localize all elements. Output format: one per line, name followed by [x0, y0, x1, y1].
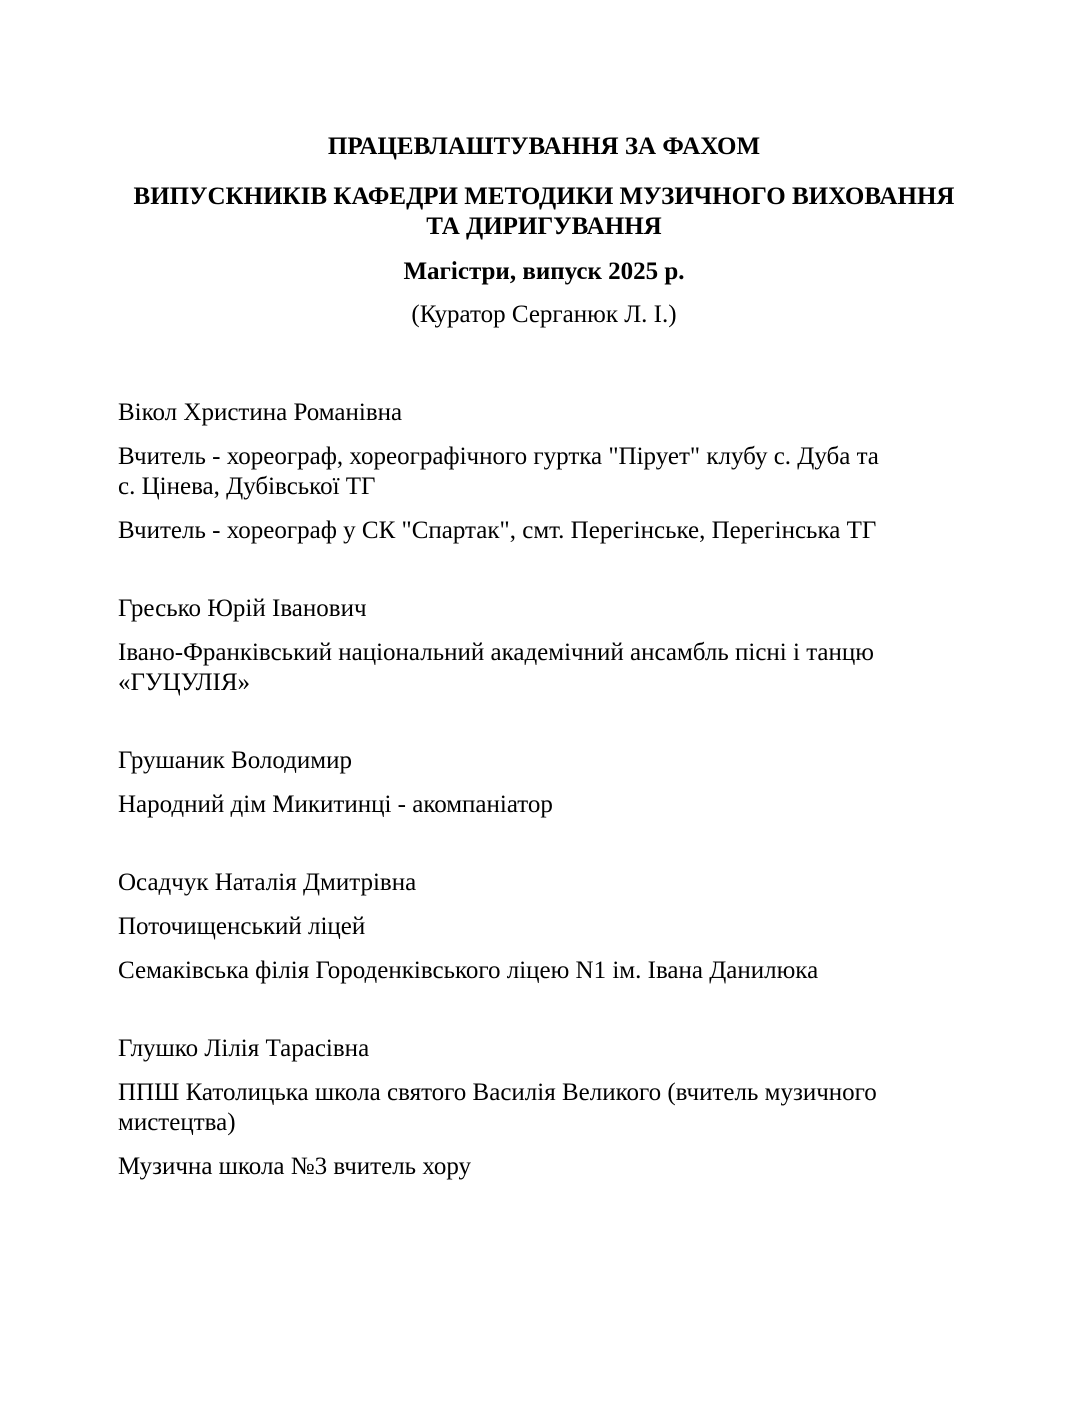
graduate-block: [118, 594, 970, 698]
curator-line: (Куратор Серганюк Л. І.): [411, 301, 677, 328]
position-text-line: Народний дім Микитинці - акомпаніатор: [118, 791, 553, 818]
document-header: [118, 132, 970, 330]
graduate-position: [118, 1152, 970, 1182]
graduate-position: [118, 912, 970, 942]
position-text-line: Івано-Франківський національний академічний ансамбль пісні і танцю: [118, 639, 874, 666]
position-text-line: Вчитель - хореограф у СК "Спартак", смт. Перегінське, Перегінська ТГ: [118, 517, 877, 544]
document-title: ПРАЦЕВЛАШТУВАННЯ ЗА ФАХОМ: [327, 133, 761, 160]
graduate-position: [118, 638, 970, 698]
position-text-line: Вчитель - хореограф, хореографічного гуртка "Пірует" клубу с. Дуба та: [118, 443, 879, 470]
position-text-line: «ГУЦУЛІЯ»: [118, 669, 251, 696]
graduate-name: Осадчук Наталія Дмитрівна: [118, 869, 417, 896]
graduate-block: [118, 1034, 970, 1182]
department-title-line: ТА ДИРИГУВАННЯ: [426, 213, 662, 240]
graduate-position: [118, 956, 970, 986]
graduate-position: [118, 790, 970, 820]
graduates-list: [118, 398, 970, 1182]
graduate-block: [118, 398, 970, 546]
graduation-year-subtitle: Магістри, випуск 2025 р.: [403, 258, 685, 285]
graduate-block: [118, 868, 970, 986]
position-text-line: с. Цінева, Дубівської ТГ: [118, 473, 376, 500]
graduate-block: [118, 746, 970, 820]
position-text-line: ППШ Католицька школа святого Василія Великого (вчитель музичного: [118, 1079, 877, 1106]
department-title-line: ВИПУСКНИКІВ КАФЕДРИ МЕТОДИКИ МУЗИЧНОГО ВИХОВАННЯ: [133, 183, 955, 210]
graduate-name: Вікол Христина Романівна: [118, 399, 403, 426]
position-text-line: мистецтва): [118, 1109, 236, 1136]
graduate-position: [118, 1078, 970, 1138]
graduate-position: [118, 442, 970, 502]
position-text-line: Поточищенський ліцей: [118, 913, 366, 940]
graduate-name: Глушко Лілія Тарасівна: [118, 1035, 370, 1062]
graduate-name: Грушаник Володимир: [118, 747, 352, 774]
graduate-name: Гресько Юрій Іванович: [118, 595, 367, 622]
position-text-line: Семаківська філія Городенківського ліцею N1 ім. Івана Данилюка: [118, 957, 819, 984]
document-subtitle-department: [118, 182, 970, 242]
position-text-line: Музична школа №3 вчитель хору: [118, 1153, 472, 1180]
graduate-position: [118, 516, 970, 546]
